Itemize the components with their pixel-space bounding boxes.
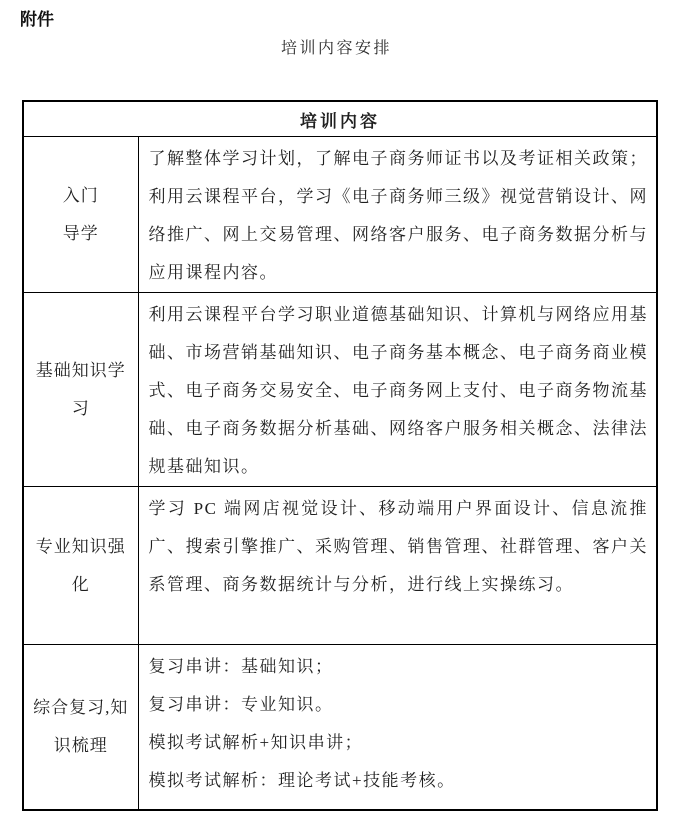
content-cell [138,645,657,811]
stage-label-line: 专业知识强 [35,536,126,556]
stage-label-line: 识梳理 [53,736,108,755]
content-cell [138,293,657,487]
table-header-row [23,101,657,137]
table-row [23,645,657,811]
stage-cell [23,137,138,293]
content-cell [138,137,657,293]
table-row [23,137,657,293]
stage-cell [23,293,138,487]
content-cell [138,487,657,645]
stage-cell [23,645,138,811]
stage-label-line: 基础知识学 [35,360,126,380]
table-header-cell: 培训内容 [23,101,657,137]
stage-label-line: 综合复习,知 [33,698,129,717]
stage-label-line: 入门 [62,185,99,205]
stage-label-line: 导学 [62,223,99,243]
content-paragraph: 复习串讲：基础知识； [148,657,334,676]
content-paragraph: 模拟考试解析：理论考试+技能考核。 [148,771,456,790]
content-paragraph: 复习串讲：专业知识。 [148,695,334,714]
stage-cell [23,487,138,645]
stage-label-line: 习 [71,398,90,418]
content-paragraph: 了解整体学习计划，了解电子商务师证书以及考证相关政策；利用云课程平台，学习《电子商务师三级》视觉营销设计、网络推广、网上交易管理、网络客户服务、电子商务数据分析与应用课程内容。 [148,149,648,282]
content-paragraph: 利用云课程平台学习职业道德基础知识、计算机与网络应用基础、市场营销基础知识、电子商务基本概念、电子商务商业模式、电子商务交易安全、电子商务网上支付、电子商务物流基础、电子商务数据分析基础、网络客户服务相关概念、法律法规基础知识。 [148,305,648,476]
content-paragraph: 模拟考试解析+知识串讲； [148,733,364,752]
table-row [23,293,657,487]
table-row [23,487,657,645]
content-paragraph: 学习 PC 端网店视觉设计、移动端用户界面设计、信息流推广、搜索引擎推广、采购管理、销售管理、社群管理、客户关系管理、商务数据统计与分析，进行线上实操练习。 [148,499,648,594]
attachment-label: 附件 [20,10,54,30]
stage-label-line: 化 [71,574,90,594]
training-content-table [22,100,658,811]
page-title: 培训内容安排 [280,40,392,57]
